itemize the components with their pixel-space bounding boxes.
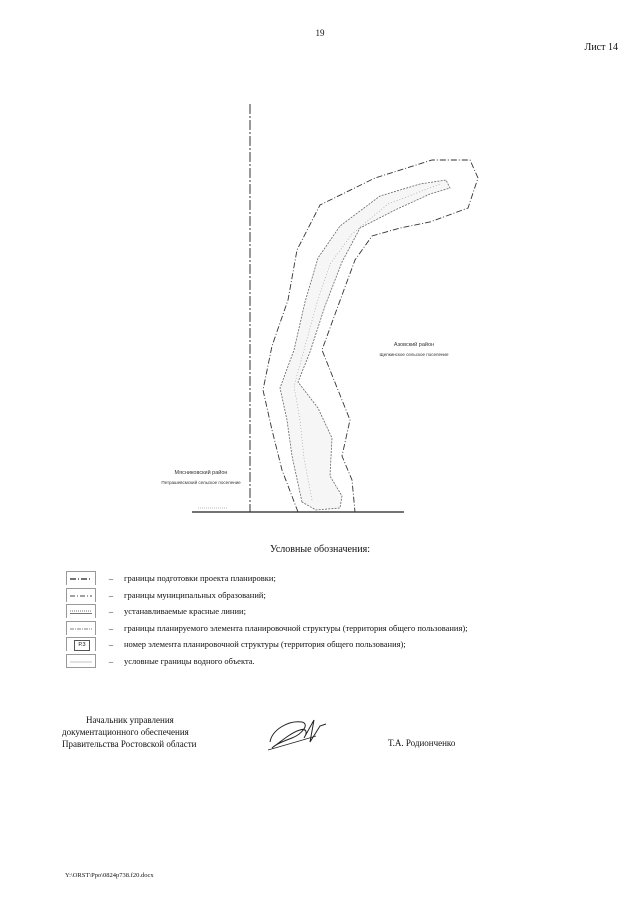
numbered-box-icon — [66, 637, 96, 651]
legend-item: Р.3 – номер элемента планировочной структуры (территория общего пользования); — [66, 636, 606, 653]
legend-item-label: границы планируемого элемента планировочной структуры (территория общего пользования); — [124, 622, 468, 633]
legend-item: – границы муниципальных образований; — [66, 587, 606, 604]
legend-item-label: границы подготовки проекта планировки; — [124, 573, 276, 584]
dotted-double-line-icon — [66, 604, 96, 618]
legend-item-label: границы муниципальных образований; — [124, 589, 266, 600]
left-district-settlement: Петрашевсмский сельское поселение — [161, 480, 241, 485]
right-district-label — [364, 342, 464, 357]
dash-dot-line-icon — [66, 571, 96, 585]
position-line: документационного обеспечения — [62, 727, 189, 737]
legend-item-label: номер элемента планировочной структуры (территория общего пользования); — [124, 639, 406, 650]
dash-dot-line-icon — [66, 621, 96, 635]
position-line: Начальник управления — [86, 715, 174, 725]
legend-item-label: условные границы водного объекта. — [124, 655, 255, 666]
right-district-settlement: Щепкинское сельское поселение — [379, 352, 449, 357]
file-path: Y:\ORST\Ppo\0824p738.f20.docx — [65, 872, 154, 879]
right-district-name: Азовский район — [393, 342, 435, 348]
dash-dot-line-icon — [66, 588, 96, 602]
legend-item: – условные границы водного объекта. — [66, 653, 606, 670]
legend-item-label: устанавливаемые красные линии; — [124, 606, 246, 617]
legend-item: – устанавливаемые красные линии; — [66, 603, 606, 620]
handwritten-signature — [262, 712, 332, 758]
signatory-position — [62, 714, 196, 750]
left-district-name: Мясниковский район — [174, 470, 228, 476]
signatory-name: Т.А. Родионченко — [388, 738, 456, 748]
legend-code: Р.3 — [74, 640, 90, 651]
legend-item: – границы планируемого элемента планировочной структуры (территория общего пользования); — [66, 620, 606, 637]
left-district-label — [156, 470, 246, 485]
legend-item: – границы подготовки проекта планировки; — [66, 570, 606, 587]
legend — [66, 570, 606, 669]
page-number: 19 — [315, 28, 325, 38]
thin-line-icon — [66, 654, 96, 668]
sheet-label: Лист 14 — [584, 42, 618, 53]
position-line: Правительства Ростовской области — [62, 739, 197, 749]
legend-title: Условные обозначения: — [269, 544, 370, 555]
